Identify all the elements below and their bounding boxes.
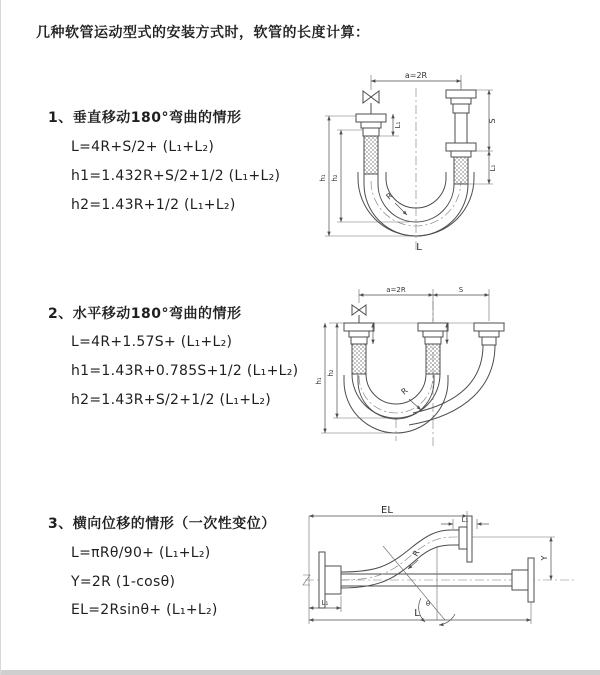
dim-label-h2: h₂ — [327, 369, 335, 377]
page-title: 几种软管运动型式的安装方式时，软管的长度计算： — [36, 25, 370, 41]
section-3-formula-Y: Y=2R (1-cosθ) — [71, 574, 176, 590]
dimension-l1-left — [309, 596, 341, 612]
braided-hose-section — [352, 344, 366, 374]
scan-edge — [1, 670, 600, 675]
section-1-formula-h1: h1=1.432R+S/2+1/2 (L₁+L₂) — [71, 168, 281, 184]
section-1-formula-h2: h2=1.43R+1/2 (L₁+L₂) — [71, 197, 236, 213]
section-1-formula-L: L=4R+S/2+ (L₁+L₂) — [71, 139, 215, 155]
dimension-s — [433, 286, 489, 295]
section-2-formula-h2: h2=1.43R+S/2+1/2 (L₁+L₂) — [71, 392, 272, 408]
dim-label-el: EL — [381, 505, 393, 516]
braided-hose-section — [454, 157, 468, 184]
dim-label-h2: h₂ — [331, 174, 339, 182]
radius-callout — [408, 548, 422, 569]
dimension-l — [309, 602, 531, 624]
dim-label-a2r: a=2R — [386, 286, 406, 294]
section-2-formula-L: L=4R+1.57S+ (L₁+L₂) — [71, 334, 233, 350]
diagram-horizontal-180-bend — [309, 281, 561, 463]
valve-icon — [363, 91, 379, 114]
dim-label-h1: h₁ — [315, 377, 323, 385]
dim-label-l1-left: L₁ — [394, 121, 402, 129]
section-3-formula-EL: EL=2Rsinθ+ (L₁+L₂) — [71, 602, 218, 618]
dim-label-a2r: a=2R — [404, 71, 428, 80]
diagram-lateral-displacement — [297, 502, 587, 642]
dimension-a2r — [371, 71, 461, 90]
right-pipe-assembly — [446, 81, 476, 184]
section-1-heading: 1、垂直移动180°弯曲的情形 — [48, 110, 242, 126]
radius-callout — [400, 386, 421, 410]
length-label: L — [416, 242, 422, 253]
left-pipe-assembly — [356, 114, 386, 174]
hose-displaced-position — [341, 530, 459, 588]
radius-label: R — [399, 386, 410, 397]
section-3-formula-L: L=πRθ/90+ (L₁+L₂) — [71, 545, 211, 561]
braided-hose-section — [426, 344, 440, 374]
radius-label: R — [410, 548, 422, 558]
dim-label-h1: h₁ — [319, 174, 327, 182]
radius-callout — [385, 191, 407, 215]
dim-label-s: S — [488, 118, 497, 124]
radius-label: R — [384, 191, 395, 202]
valve-icon — [352, 305, 366, 323]
dim-label-l1-left: L₁ — [321, 599, 329, 607]
dim-label-s: S — [458, 286, 464, 294]
section-2-heading: 2、水平移动180°弯曲的情形 — [48, 306, 242, 322]
angle-label: θ — [425, 600, 431, 608]
dimension-el — [309, 505, 467, 624]
section-3-heading: 3、横向位移的情形（一次性变位） — [48, 516, 276, 532]
section-2-formula-h1: h1=1.43R+0.785S+1/2 (L₁+L₂) — [71, 363, 299, 379]
dimension-l1-right — [489, 151, 497, 184]
left-pipe-assembly — [344, 323, 374, 374]
dim-label-y: Y — [540, 555, 549, 561]
diagram-vertical-180-bend — [309, 66, 559, 264]
middle-pipe-assembly — [418, 323, 448, 374]
dim-label-l1-top: L₁ — [461, 516, 469, 524]
braided-hose-section — [364, 136, 378, 174]
dim-label-l1-right: L₁ — [489, 164, 497, 172]
dimension-a2r — [359, 286, 489, 321]
dim-label-l: L — [414, 608, 420, 619]
right-pipe-assembly — [409, 323, 504, 425]
right-flange-assembly — [512, 558, 534, 602]
